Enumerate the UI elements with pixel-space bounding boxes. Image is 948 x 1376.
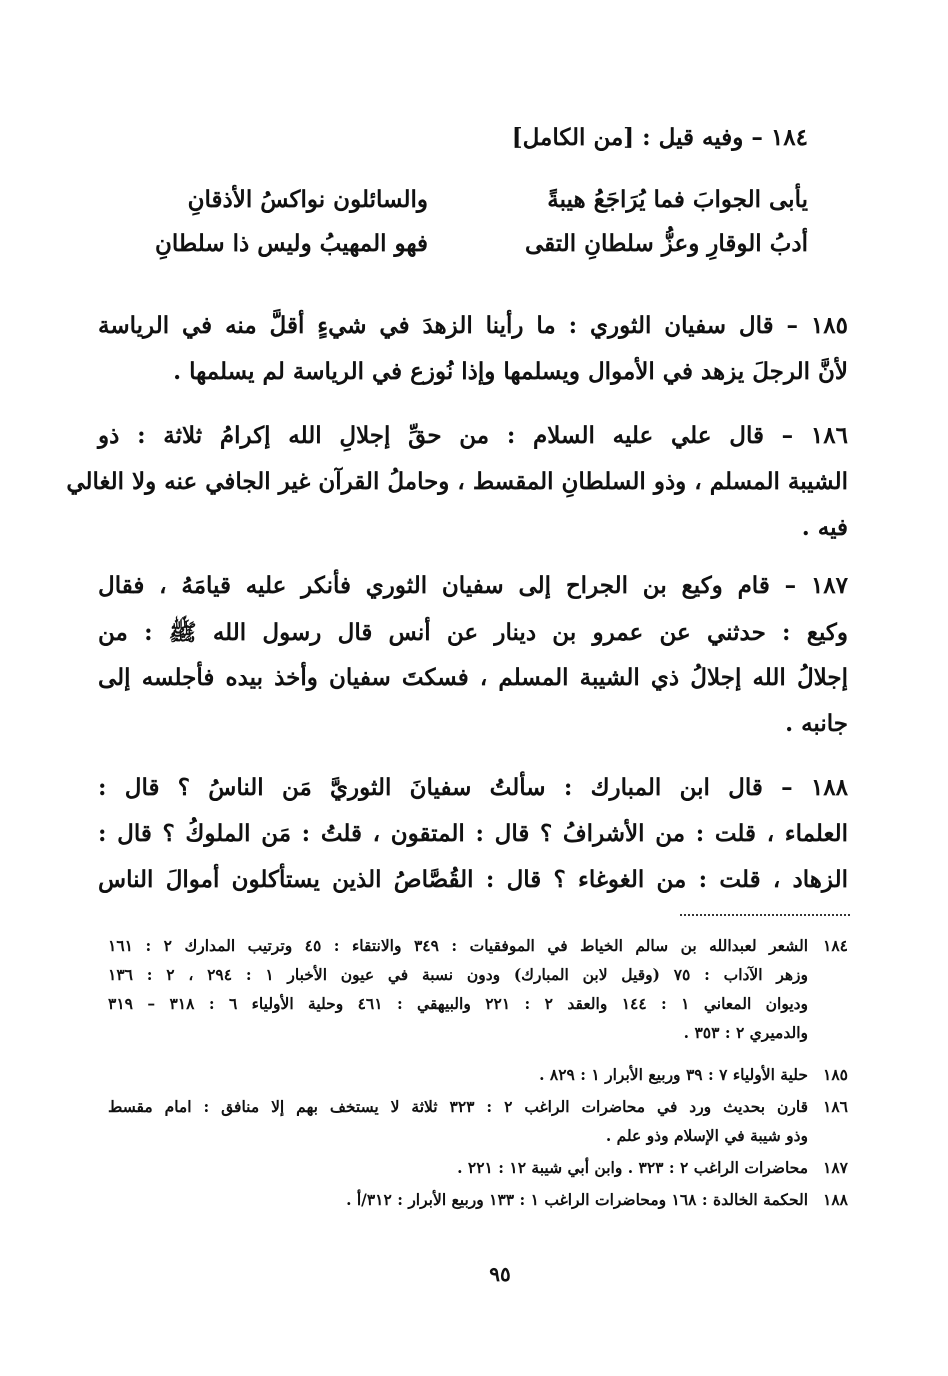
footnote-number: ١٨٨ [823, 1190, 848, 1209]
footnote-line: وديوان المعاني ١ : ١٤٤ والعقد ٢ : ٢٢١ والبيهقي : ٤٦١ وحلية الأولياء ٦ : ٣١٨ – ٣١٩ [108, 994, 809, 1013]
footnote-line: وزهر الآداب : ٧٥ (وقيل لابن المبارك) ودون نسبة في عيون الأخبار ١ : ٢٩٤ ، ٢ : ١٣٦ [108, 965, 809, 984]
entry-number: ١٨٥ [810, 312, 848, 339]
paragraph-line: الزهاد ، قلت : من الغوغاء ؟ قال : القُصَّاصُ الذين يستأكلون أموالَ الناس [98, 866, 848, 893]
footnote-184 [88, 936, 848, 1056]
footnote-187 [88, 1158, 848, 1186]
verse-2-hemistich-2: فهو المهيبُ وليس ذا سلطانِ [155, 230, 428, 257]
paragraph-line: إجلالُ الله إجلالُ ذي الشيبة المسلم ، فسكتَ سفيان وأخذ بيده فأجلسه إلى [98, 664, 848, 691]
footnote-number: ١٨٤ [823, 936, 848, 955]
paragraph-line: ١٨٥ – قال سفيان الثوري : ما رأينا الزهدَ في شيءٍ أقلَّ منه في الرياسة [98, 312, 848, 339]
footnote-line: الحكمة الخالدة : ١٦٨ ومحاضرات الراغب ١ : ١٣٣ وربيع الأبرار : ٣١٢/أ . [346, 1190, 808, 1209]
paragraph-line: لأنَّ الرجلَ يزهد في الأموال ويسلمها وإذا نُوزع في الرياسة لم يسلمها . [173, 358, 848, 385]
footnote-number: ١٨٥ [823, 1065, 848, 1084]
entry-number: ١٨٧ [810, 572, 848, 599]
entry-intro: – وفيه قيل : [من الكامل] [511, 124, 763, 151]
paragraph-line: ١٨٦ – قال علي عليه السلام : من حقِّ إجلالِ الله إكرامُ ثلاثة : ذو [98, 422, 848, 449]
footnote-line: محاضرات الراغب ٢ : ٣٢٣ . وابن أبي شيبة ١٢ : ٢٢١ . [457, 1158, 808, 1177]
paragraph-line: العلماء ، قلت : من الأشرافُ ؟ قال : المتقون ، قلتُ : مَن الملوكُ ؟ قال : [98, 820, 848, 847]
entry-188 [98, 774, 848, 906]
entry-186 [66, 422, 848, 552]
footnote-186 [88, 1097, 848, 1157]
footnote-line: قارن بحديث ورد في محاضرات الراغب ٢ : ٣٢٣ ثلاثة لا يستخف بهم إلا منافق : امام مقسط [108, 1097, 808, 1116]
entry-number: ١٨٤ [770, 124, 808, 151]
footnote-number: ١٨٧ [823, 1158, 848, 1177]
footnote-line: والدميري ٢ : ٣٥٣ . [683, 1023, 808, 1042]
paragraph-line: وكيع : حدثني عن عمرو بن دينار عن أنس قال رسول الله ﷺ : من [98, 619, 848, 646]
footnote-divider [680, 914, 850, 916]
paragraph-line: جانبه . [785, 710, 848, 737]
verse-1-hemistich-1: يأبى الجوابَ فما يُرَاجَعُ هيبةً [547, 186, 808, 213]
entry-number: ١٨٦ [810, 422, 848, 449]
footnote-188 [88, 1190, 848, 1218]
paragraph-line: الشيبة المسلم ، وذو السلطانِ المقسط ، وحاملُ القرآن غير الجافي عنه ولا الغالي [66, 468, 848, 495]
paragraph-line: ١٨٨ – قال ابن المبارك : سألتُ سفيانَ الثوريَّ مَن الناسُ ؟ قال : [98, 774, 848, 801]
footnote-number: ١٨٦ [823, 1097, 848, 1116]
footnote-line: الشعر لعبدالله بن سالم الخياط في الموفقيات : ٣٤٩ والانتقاء : ٤٥ وترتيب المدارك ٢ : ١٦١ [108, 936, 809, 955]
entry-number: ١٨٨ [810, 774, 848, 801]
paragraph-line: ١٨٧ – قام وكيع بن الجراح إلى سفيان الثوري فأنكر عليه قيامَهُ ، فقال [98, 572, 848, 599]
entry-184-heading [512, 124, 808, 151]
entry-185 [98, 312, 848, 402]
footnote-line: حلية الأولياء ٧ : ٣٩ وربيع الأبرار ١ : ٨٢٩ . [539, 1065, 808, 1084]
footnote-line: وذو شيبة في الإسلام وذو علم . [605, 1126, 808, 1145]
paragraph-line: فيه . [801, 514, 848, 541]
verse-2-hemistich-1: أدبُ الوقارِ وعزُّ سلطانِ التقى [524, 230, 808, 257]
page-number: ٩٥ [489, 1262, 511, 1286]
entry-187 [98, 572, 848, 752]
verse-1-hemistich-2: والسائلون نواكسُ الأذقانِ [187, 186, 428, 213]
footnote-185 [88, 1065, 848, 1093]
